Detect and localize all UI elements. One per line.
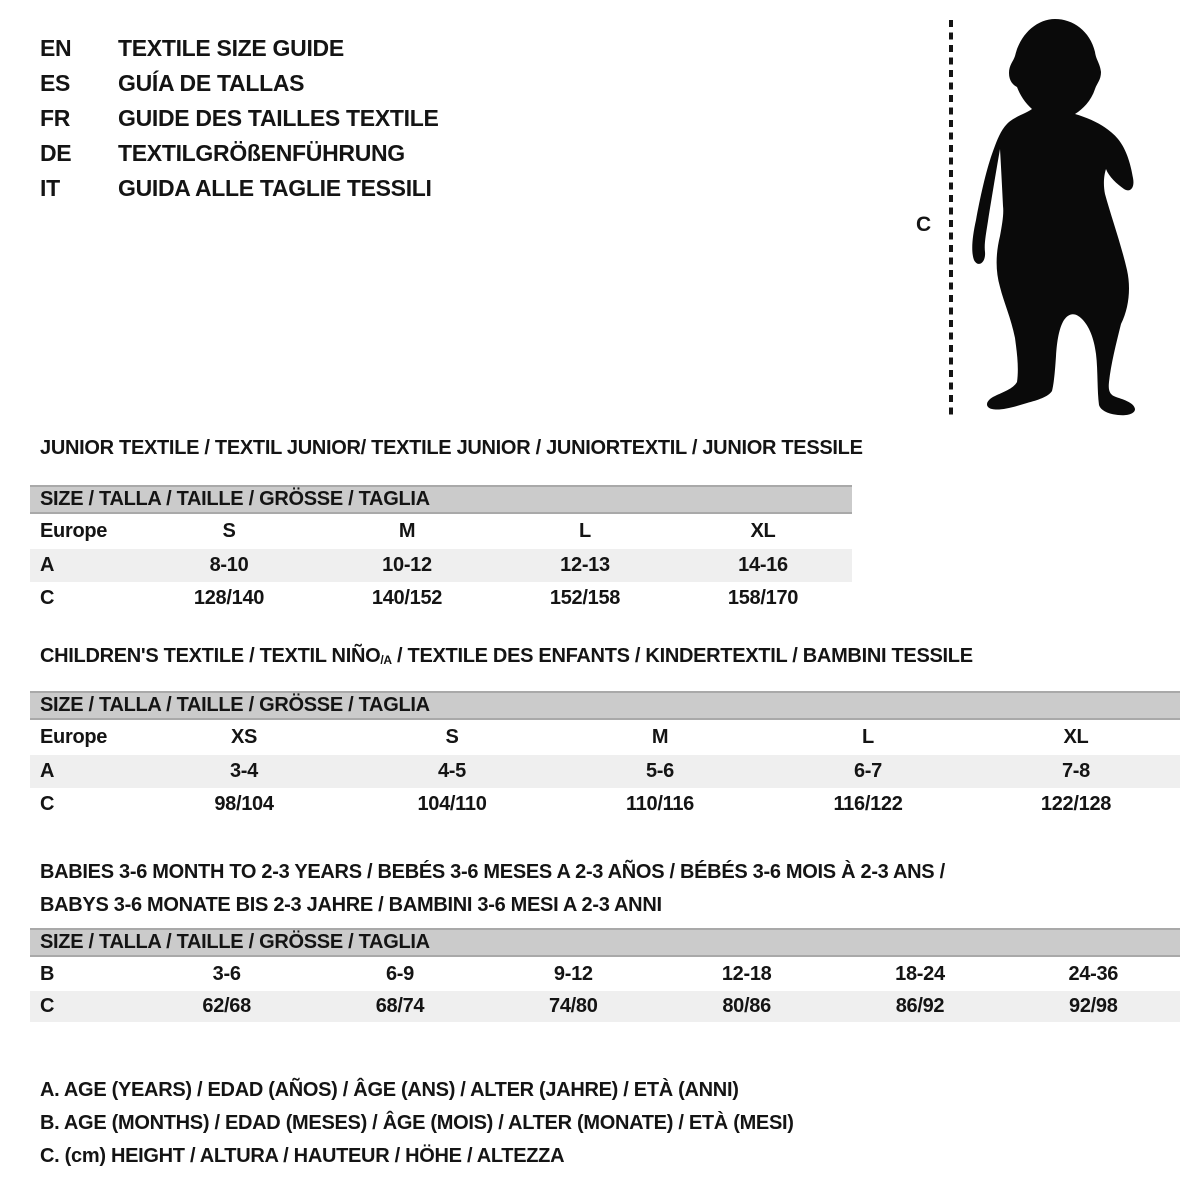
- cell-value: 3-4: [229, 760, 258, 782]
- row-label: C: [40, 587, 55, 609]
- column-header: XL: [1063, 726, 1089, 748]
- cell-value: 122/128: [1040, 793, 1112, 815]
- cell-value: 9-12: [553, 962, 593, 985]
- heading-text: / TEXTILE DES ENFANTS / KINDERTEXTIL / BAMBINI TESSILE: [391, 645, 973, 667]
- size-header-bar: SIZE / TALLA / TAILLE / GRÖSSE / TAGLIA: [30, 928, 1180, 957]
- row-label: A: [40, 554, 55, 576]
- cell-value: 12-18: [721, 962, 772, 985]
- cell-value: 74/80: [549, 995, 598, 1017]
- heading-line-1: BABIES 3-6 MONTH TO 2-3 YEARS / BEBÉS 3-6 MESES A 2-3 AÑOS / BÉBÉS 3-6 MOIS À 2-3 ANS /: [40, 861, 945, 883]
- column-header: L: [862, 726, 874, 748]
- height-measure-figure: [900, 0, 1200, 430]
- table-header-row: [30, 514, 852, 549]
- size-table-children: [30, 691, 1180, 821]
- language-row-de: [40, 136, 439, 171]
- cell-value: 110/116: [626, 793, 694, 815]
- cell-value: 18-24: [895, 962, 945, 985]
- column-header: S: [445, 726, 459, 748]
- size-header-bar: SIZE / TALLA / TAILLE / GRÖSSE / TAGLIA: [30, 485, 852, 514]
- column-header: M: [398, 520, 416, 542]
- legend-block: [40, 1074, 794, 1173]
- language-row-es: [40, 66, 439, 101]
- table-row-c: [30, 991, 1180, 1022]
- cell-value: 62/68: [202, 995, 251, 1017]
- height-measure-label: C: [916, 213, 931, 236]
- heading-subscript: /A: [380, 653, 392, 667]
- language-title: GUIDA ALLE TAGLIE TESSILI: [118, 175, 432, 201]
- language-title: TEXTILGRÖßENFÜHRUNG: [118, 140, 405, 166]
- language-code: FR: [40, 105, 71, 131]
- column-header: XL: [750, 520, 776, 542]
- section-heading-children: [40, 646, 973, 671]
- column-header: L: [579, 520, 591, 542]
- table-header-row: [30, 720, 1180, 755]
- cell-value: 68/74: [375, 995, 425, 1017]
- cell-value: 116/122: [833, 793, 903, 815]
- heading-line-2: BABYS 3-6 MONATE BIS 2-3 JAHRE / BAMBINI 3-6 MESI A 2-3 ANNI: [40, 894, 662, 916]
- section-heading-babies: [40, 856, 945, 922]
- size-table-junior: [30, 485, 852, 615]
- cell-value: 24-36: [1068, 962, 1119, 985]
- cell-value: 80/86: [722, 995, 771, 1017]
- cell-value: 128/140: [193, 587, 265, 609]
- legend-line-a: A. AGE (YEARS) / EDAD (AÑOS) / ÂGE (ANS) / ALTER (JAHRE) / ETÀ (ANNI): [40, 1079, 739, 1101]
- language-title-block: [40, 31, 439, 206]
- table-row-c: [30, 582, 852, 615]
- region-label: Europe: [40, 726, 108, 748]
- cell-value: 4-5: [437, 760, 466, 782]
- row-label: C: [40, 793, 55, 815]
- legend-line-c: C. (cm) HEIGHT / ALTURA / HAUTEUR / HÖHE / ALTEZZA: [40, 1145, 565, 1167]
- language-code: EN: [40, 35, 72, 61]
- language-title: TEXTILE SIZE GUIDE: [118, 35, 344, 61]
- cell-value: 5-6: [645, 760, 674, 782]
- size-table-babies: [30, 928, 1180, 1022]
- region-label: Europe: [40, 520, 108, 542]
- language-code: ES: [40, 70, 71, 96]
- row-label: A: [40, 760, 55, 782]
- cell-value: 6-7: [853, 760, 882, 782]
- row-label: C: [40, 995, 55, 1017]
- cell-value: 92/98: [1069, 995, 1118, 1017]
- language-row-en: [40, 31, 439, 66]
- cell-value: 158/170: [727, 587, 799, 609]
- height-dashed-line: [946, 16, 956, 420]
- column-header: XS: [230, 726, 258, 748]
- column-header: S: [222, 520, 236, 542]
- column-header: M: [651, 726, 669, 748]
- table-row-b: [30, 957, 1180, 991]
- legend-line-b: B. AGE (MONTHS) / EDAD (MESES) / ÂGE (MOIS) / ALTER (MONATE) / ETÀ (MESI): [40, 1112, 794, 1134]
- row-label: B: [40, 962, 55, 985]
- language-title: GUÍA DE TALLAS: [118, 70, 305, 96]
- size-header-bar: SIZE / TALLA / TAILLE / GRÖSSE / TAGLIA: [30, 691, 1180, 720]
- cell-value: 152/158: [549, 587, 621, 609]
- cell-value: 140/152: [371, 587, 443, 609]
- table-row-a: [30, 755, 1180, 788]
- toddler-silhouette-icon: [970, 16, 1140, 416]
- cell-value: 6-9: [385, 962, 414, 985]
- table-row-a: [30, 549, 852, 582]
- language-code: IT: [40, 175, 60, 201]
- cell-value: 98/104: [214, 793, 274, 815]
- language-code: DE: [40, 140, 72, 166]
- cell-value: 8-10: [209, 554, 249, 576]
- cell-value: 14-16: [738, 554, 788, 576]
- cell-value: 10-12: [382, 554, 432, 576]
- cell-value: 104/110: [417, 793, 487, 815]
- cell-value: 86/92: [895, 995, 945, 1017]
- cell-value: 12-13: [560, 554, 610, 576]
- cell-value: 7-8: [1061, 760, 1090, 782]
- table-row-c: [30, 788, 1180, 821]
- language-row-it: [40, 171, 439, 206]
- language-title: GUIDE DES TAILLES TEXTILE: [118, 105, 439, 131]
- section-heading-junior: JUNIOR TEXTILE / TEXTIL JUNIOR/ TEXTILE JUNIOR / JUNIORTEXTIL / JUNIOR TESSILE: [40, 437, 863, 459]
- heading-text: CHILDREN'S TEXTILE / TEXTIL NIÑO: [40, 645, 381, 667]
- language-row-fr: [40, 101, 439, 136]
- cell-value: 3-6: [212, 962, 241, 985]
